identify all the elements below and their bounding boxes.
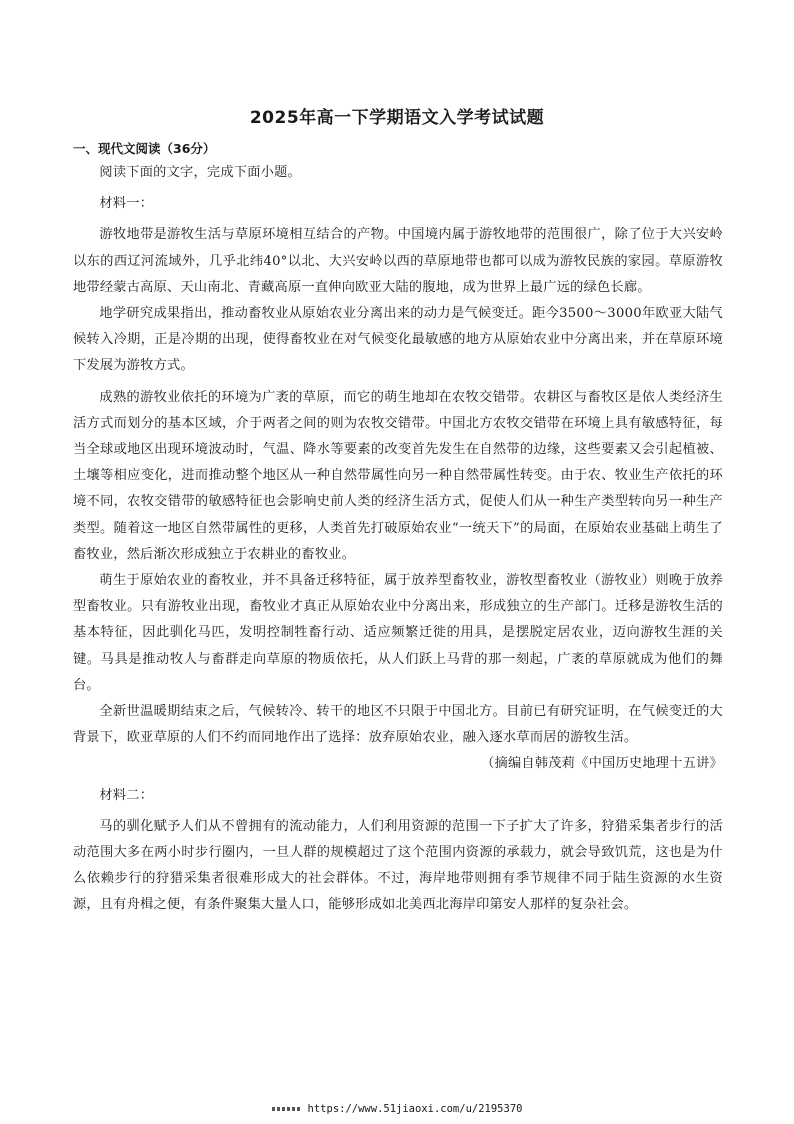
exam-title: 2025年高一下学期语文入学考试试题 bbox=[249, 108, 545, 128]
section-heading: 一、现代文阅读（36分） bbox=[73, 141, 216, 156]
material-1-paragraph: 全新世温暖期结束之后，气候转冷、转干的地区不只限于中国北方。目前已有研究证明，在气候变迁的大背景下，欧亚草原的人们不约而同地作出了选择：放弃原始农业，融入逐水草而居的游牧生活。 bbox=[73, 704, 723, 746]
material-2-paragraph: 马的驯化赋予人们从不曾拥有的流动能力，人们利用资源的范围一下子扩大了许多，狩猎采集者步行的活动范围大多在两小时步行圈内，一旦人群的规模超过了这个范围内资源的承载力，就会导致饥荒，这也是为什么依赖步行的狩猎采集者很难形成大的社会群体。不过，海岸地带则拥有季节规律不同于陆生资源的水生资源，且有舟楫之便，有条件聚集大量人口，能够形成如北美西北海岸印第安人那样的复杂社会。 bbox=[73, 818, 723, 913]
material-1-source: （摘编自韩茂莉《中国历史地理十五讲》 bbox=[481, 756, 723, 772]
instruction-text: 阅读下面的文字，完成下面小题。 bbox=[99, 165, 301, 180]
reading-passage bbox=[73, 160, 723, 919]
logo-mark-icon bbox=[272, 1107, 302, 1111]
footer-url[interactable]: https://www.51jiaoxi.com/u/2195370 bbox=[307, 1103, 523, 1115]
material-1-paragraph: 游牧地带是游牧生活与草原环境相互结合的产物。中国境内属于游牧地带的范围很广，除了位于大兴安岭以东的西辽河流域外，几乎北纬40°以北、大兴安岭以西的草原地带也都可以成为游牧民族的家园。草原游牧地带经蒙古高原、天山南北、青藏高原一直伸向欧亚大陆的腹地，成为世界上最广远的绿色长廊。 bbox=[73, 227, 723, 295]
footer-watermark bbox=[0, 1103, 794, 1115]
material-1-paragraph: 地学研究成果指出，推动畜牧业从原始农业分离出来的动力是气候变迁。距今3500～3000年欧亚大陆气候转入冷期，正是冷期的出现，使得畜牧业在对气候变化最敏感的地方从原始农业中分离出来，并在草原环境下发展为游牧方式。 bbox=[73, 306, 723, 374]
material-1-label: 材料一： bbox=[99, 196, 154, 212]
material-1-paragraph: 成熟的游牧业依托的环境为广袤的草原，而它的萌生地却在农牧交错带。农耕区与畜牧区是依人类经济生活方式而划分的基本区域，介于两者之间的则为农牧交错带。中国北方农牧交错带在环境上具有敏感特征，每当全球或地区出现环境波动时，气温、降水等要素的改变首先发生在自然带的边缘，这些要素又会引起植被、土壤等相应变化，进而推动整个地区从一种自然带属性向另一种自然带属性转变。由于农、牧业生产依托的环境不同，农牧交错带的敏感特征也会影响史前人类的经济生活方式，促使人们从一种生产类型转向另一种生产类型。随着这一地区自然带属性的更移，人类首先打破原始农业“一统天下”的局面，在原始农业基础上萌生了畜牧业，然后渐次形成独立于农耕业的畜牧业。 bbox=[73, 389, 723, 562]
material-2-label: 材料二： bbox=[99, 787, 154, 803]
material-1-paragraph: 萌生于原始农业的畜牧业，并不具备迁移特征，属于放养型畜牧业，游牧型畜牧业（游牧业）则晚于放养型畜牧业。只有游牧业出现，畜牧业才真正从原始农业中分离出来，形成独立的生产部门。迁移是游牧生活的基本特征，因此驯化马匹，发明控制牲畜行动、适应频繁迁徙的用具，是摆脱定居农业，迈向游牧生涯的关键。马具是推动牧人与畜群走向草原的物质依托，从人们跃上马背的那一刻起，广袤的草原就成为他们的舞台。 bbox=[73, 573, 723, 693]
